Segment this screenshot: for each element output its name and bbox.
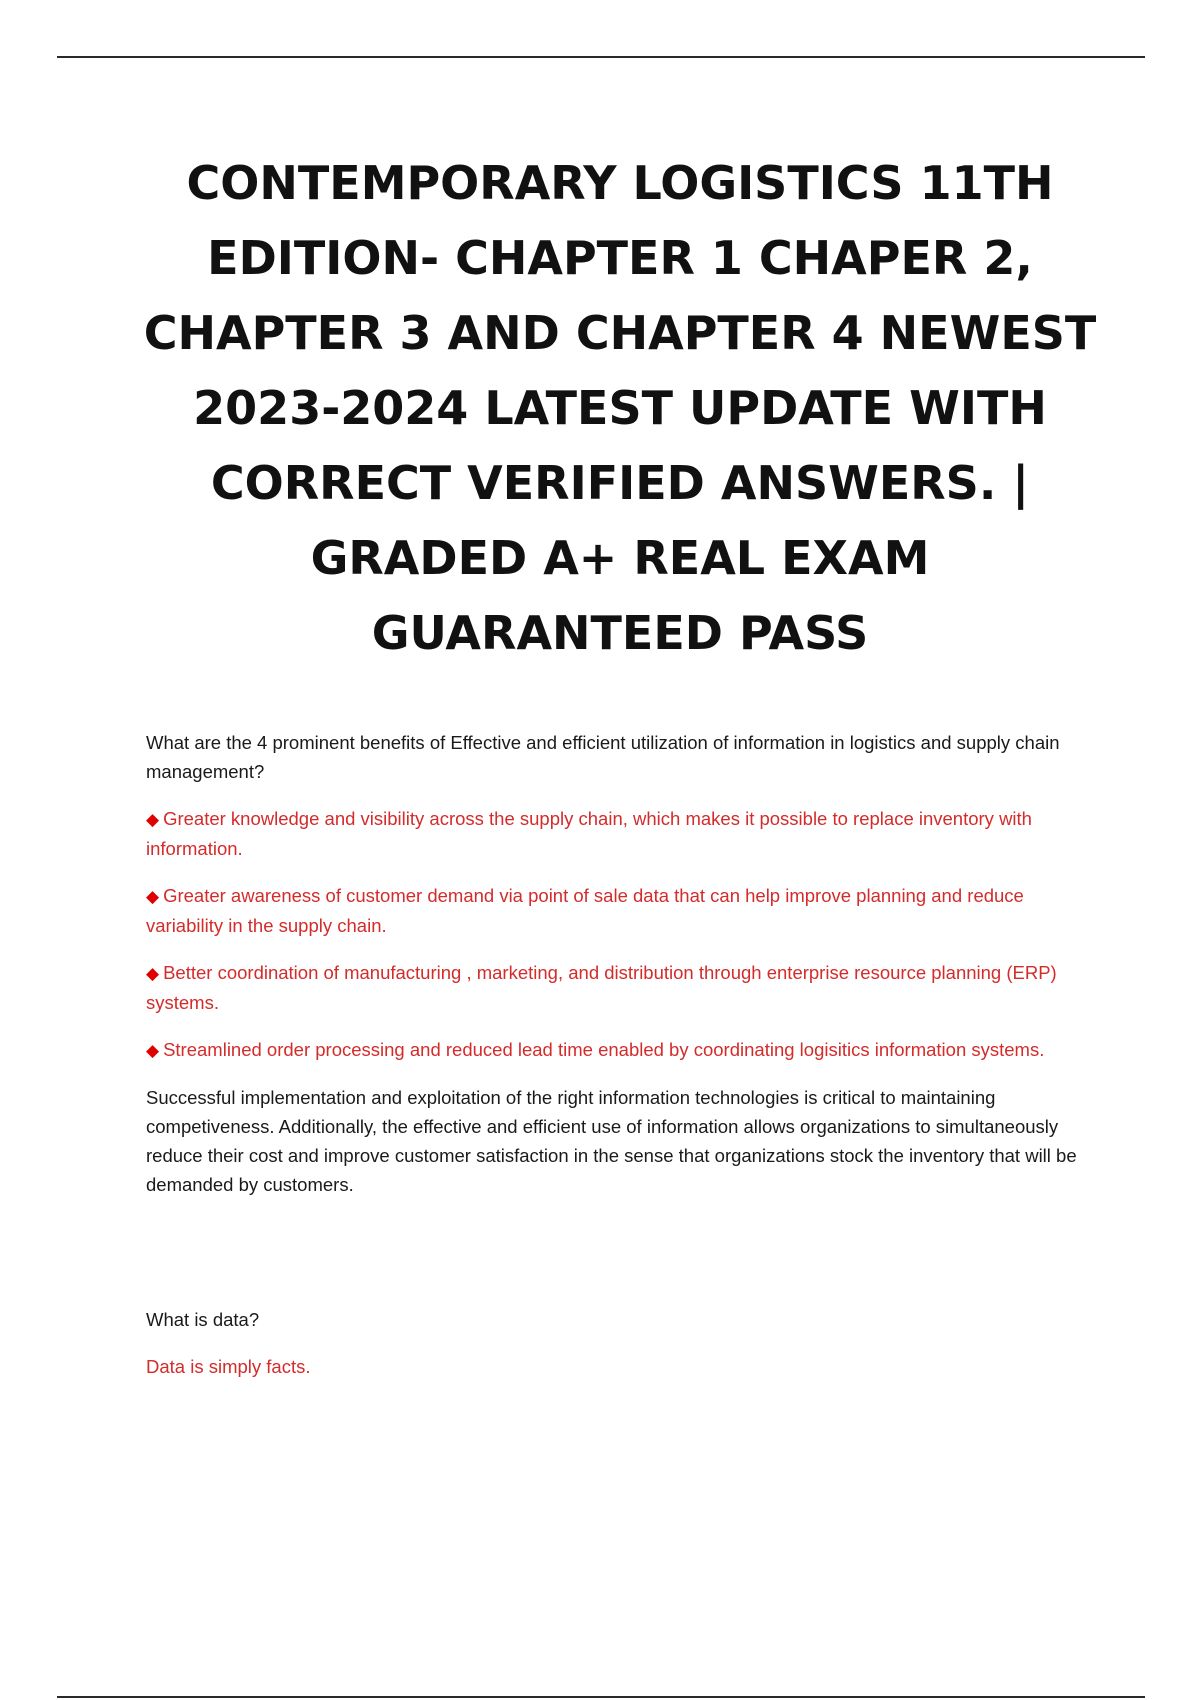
explanation-paragraph: Successful implementation and exploitation of the right information technologies is critical to maintaining competiveness. Additionally, the effective and efficient use of information allows organizations to simultaneously reduce their cost and improve customer satisfaction in the sense that organizations stock the inventory that will be demanded by customers. xyxy=(146,1087,1077,1195)
diamond-icon: ◆ xyxy=(146,964,160,983)
answer-text: Streamlined order processing and reduced lead time enabled by coordinating logisitics information systems. xyxy=(163,1039,1045,1060)
answer-item xyxy=(146,1035,1092,1065)
document-title: CONTEMPORARY LOGISTICS 11TH EDITION- CHAPTER 1 CHAPER 2, CHAPTER 3 AND CHAPTER 4 NEWEST 2023-2024 LATEST UPDATE WITH CORRECT VERIFIED ANSWERS. | GRADED A+ REAL EXAM GUARANTEED PASS xyxy=(143,156,1097,660)
top-rule xyxy=(57,56,1145,58)
answer-text: Greater knowledge and visibility across the supply chain, which makes it possible to replace inventory with information. xyxy=(146,808,1032,859)
diamond-icon: ◆ xyxy=(146,887,160,906)
question-1: What are the 4 prominent benefits of Effective and efficient utilization of information in logistics and supply chain management? xyxy=(146,732,1060,782)
bottom-rule xyxy=(57,1696,1145,1698)
answer-item xyxy=(146,804,1092,863)
document-body xyxy=(146,728,1092,1399)
answer-text: Greater awareness of customer demand via point of sale data that can help improve planning and reduce variability in the supply chain. xyxy=(146,885,1024,936)
answer-text: Better coordination of manufacturing , marketing, and distribution through enterprise resource planning (ERP) systems. xyxy=(146,962,1057,1013)
diamond-icon: ◆ xyxy=(146,810,160,829)
answer-item xyxy=(146,881,1092,940)
question-2: What is data? xyxy=(146,1309,260,1330)
answer-2: Data is simply facts. xyxy=(146,1356,311,1377)
diamond-icon: ◆ xyxy=(146,1041,160,1060)
answer-item xyxy=(146,958,1092,1017)
